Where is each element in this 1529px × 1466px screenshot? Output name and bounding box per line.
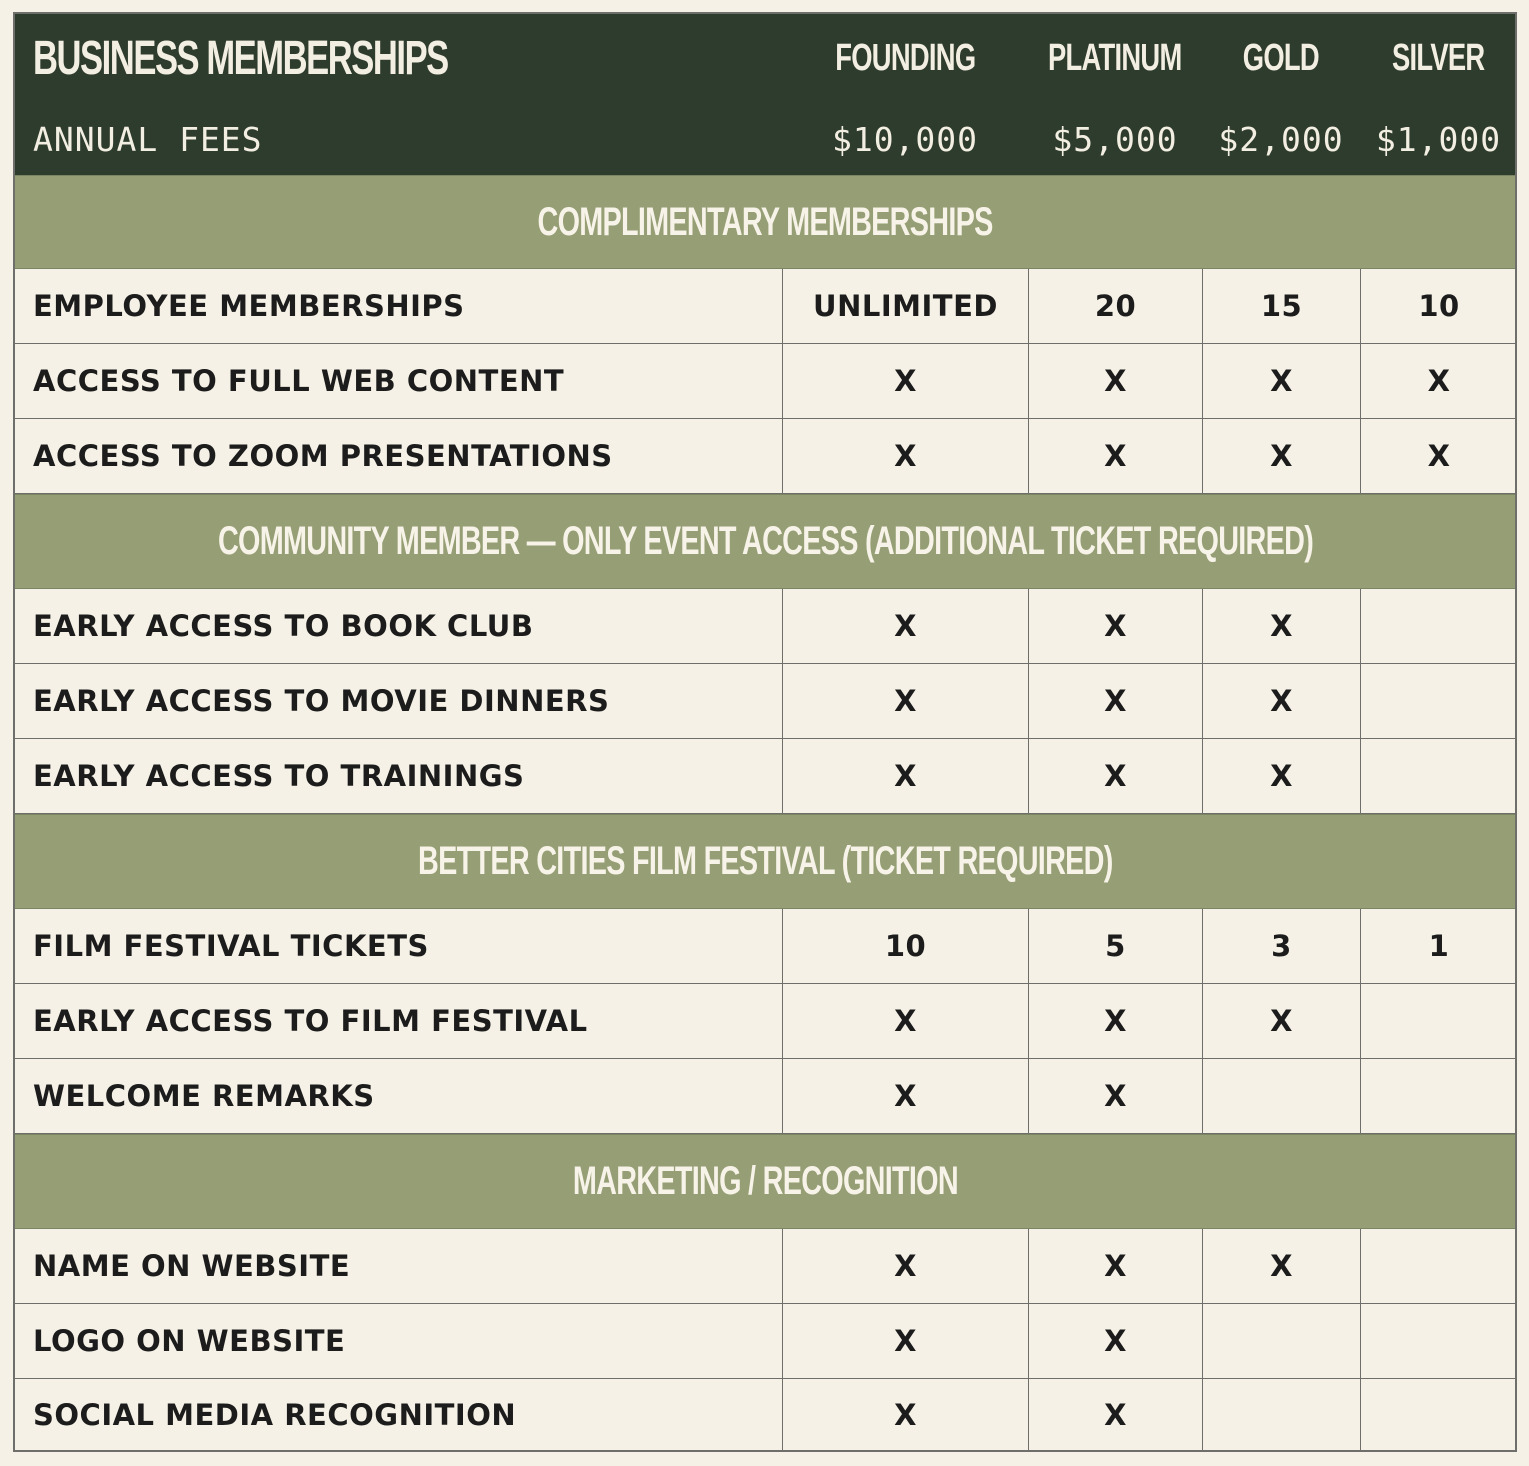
cell-silver bbox=[1360, 1059, 1517, 1133]
cell-gold bbox=[1202, 1304, 1360, 1378]
cell-gold bbox=[1202, 1059, 1360, 1133]
cell-silver: 1 bbox=[1360, 909, 1517, 983]
fee-platinum: $5,000 bbox=[1052, 119, 1178, 159]
table-row bbox=[15, 984, 1515, 1059]
table-row bbox=[15, 269, 1515, 344]
cell-gold: X bbox=[1202, 984, 1360, 1058]
annual-fees-row bbox=[15, 103, 1515, 175]
cell-platinum: X bbox=[1028, 1379, 1202, 1450]
cell-platinum: X bbox=[1028, 1059, 1202, 1133]
cell-founding: X bbox=[782, 1059, 1028, 1133]
row-label: NAME ON WEBSITE bbox=[33, 1249, 351, 1283]
row-label: EARLY ACCESS TO FILM FESTIVAL bbox=[33, 1004, 588, 1038]
cell-platinum: 20 bbox=[1028, 269, 1202, 343]
cell-founding: X bbox=[782, 739, 1028, 813]
row-label: LOGO ON WEBSITE bbox=[33, 1324, 346, 1358]
table-row bbox=[15, 344, 1515, 419]
fee-gold: $2,000 bbox=[1218, 119, 1344, 159]
cell-founding: X bbox=[782, 664, 1028, 738]
row-label: FILM FESTIVAL TICKETS bbox=[33, 929, 429, 963]
table-row bbox=[15, 1379, 1515, 1450]
table-row bbox=[15, 1059, 1515, 1134]
cell-silver: 10 bbox=[1360, 269, 1517, 343]
table-row bbox=[15, 589, 1515, 664]
table-row bbox=[15, 1304, 1515, 1379]
section-header: MARKETING / RECOGNITION bbox=[15, 1134, 1515, 1229]
table-title-cell bbox=[33, 14, 773, 103]
row-label: EARLY ACCESS TO BOOK CLUB bbox=[33, 609, 534, 643]
cell-silver bbox=[1360, 664, 1517, 738]
table-row bbox=[15, 909, 1515, 984]
tier-gold: GOLD bbox=[1242, 37, 1320, 79]
row-label: WELCOME REMARKS bbox=[33, 1079, 375, 1113]
cell-silver: X bbox=[1360, 344, 1517, 418]
row-label: ACCESS TO FULL WEB CONTENT bbox=[33, 364, 565, 398]
tier-platinum: PLATINUM bbox=[1048, 37, 1182, 79]
fee-silver: $1,000 bbox=[1375, 119, 1502, 159]
cell-platinum: X bbox=[1028, 739, 1202, 813]
tier-founding: FOUNDING bbox=[834, 37, 976, 79]
cell-founding: X bbox=[782, 589, 1028, 663]
membership-table bbox=[13, 12, 1517, 1452]
header-row bbox=[15, 14, 1515, 104]
table-title: BUSINESS MEMBERSHIPS bbox=[33, 32, 448, 85]
cell-founding: X bbox=[782, 1379, 1028, 1450]
table-row bbox=[15, 739, 1515, 814]
cell-founding: X bbox=[782, 419, 1028, 493]
cell-platinum: X bbox=[1028, 1229, 1202, 1303]
cell-founding: X bbox=[782, 1229, 1028, 1303]
cell-gold: X bbox=[1202, 344, 1360, 418]
row-label: ACCESS TO ZOOM PRESENTATIONS bbox=[33, 439, 613, 473]
section-header: COMMUNITY MEMBER — ONLY EVENT ACCESS (ADDITIONAL TICKET REQUIRED) bbox=[15, 494, 1515, 589]
cell-silver bbox=[1360, 739, 1517, 813]
cell-gold: X bbox=[1202, 419, 1360, 493]
cell-silver bbox=[1360, 1379, 1517, 1450]
table-row bbox=[15, 419, 1515, 494]
cell-platinum: X bbox=[1028, 344, 1202, 418]
annual-fees-label: ANNUAL FEES bbox=[33, 119, 263, 159]
row-label: EARLY ACCESS TO TRAININGS bbox=[33, 759, 525, 793]
cell-gold: 3 bbox=[1202, 909, 1360, 983]
cell-founding: UNLIMITED bbox=[782, 269, 1028, 343]
table-row bbox=[15, 1229, 1515, 1304]
section-header: BETTER CITIES FILM FESTIVAL (TICKET REQUIRED) bbox=[15, 814, 1515, 909]
tier-silver: SILVER bbox=[1392, 37, 1485, 79]
cell-platinum: X bbox=[1028, 664, 1202, 738]
cell-silver bbox=[1360, 1304, 1517, 1378]
row-label: SOCIAL MEDIA RECOGNITION bbox=[33, 1397, 517, 1432]
cell-silver bbox=[1360, 589, 1517, 663]
row-label: EMPLOYEE MEMBERSHIPS bbox=[33, 289, 465, 323]
cell-gold bbox=[1202, 1379, 1360, 1450]
cell-founding: X bbox=[782, 1304, 1028, 1378]
cell-gold: X bbox=[1202, 589, 1360, 663]
cell-founding: 10 bbox=[782, 909, 1028, 983]
cell-platinum: 5 bbox=[1028, 909, 1202, 983]
cell-platinum: X bbox=[1028, 984, 1202, 1058]
table-row bbox=[15, 664, 1515, 739]
cell-gold: 15 bbox=[1202, 269, 1360, 343]
cell-gold: X bbox=[1202, 1229, 1360, 1303]
cell-platinum: X bbox=[1028, 589, 1202, 663]
cell-gold: X bbox=[1202, 664, 1360, 738]
cell-silver: X bbox=[1360, 419, 1517, 493]
row-label: EARLY ACCESS TO MOVIE DINNERS bbox=[33, 684, 610, 718]
fee-founding: $10,000 bbox=[831, 119, 979, 159]
cell-gold: X bbox=[1202, 739, 1360, 813]
cell-platinum: X bbox=[1028, 1304, 1202, 1378]
cell-silver bbox=[1360, 1229, 1517, 1303]
cell-founding: X bbox=[782, 984, 1028, 1058]
cell-platinum: X bbox=[1028, 419, 1202, 493]
cell-silver bbox=[1360, 984, 1517, 1058]
section-header: COMPLIMENTARY MEMBERSHIPS bbox=[15, 175, 1515, 269]
cell-founding: X bbox=[782, 344, 1028, 418]
